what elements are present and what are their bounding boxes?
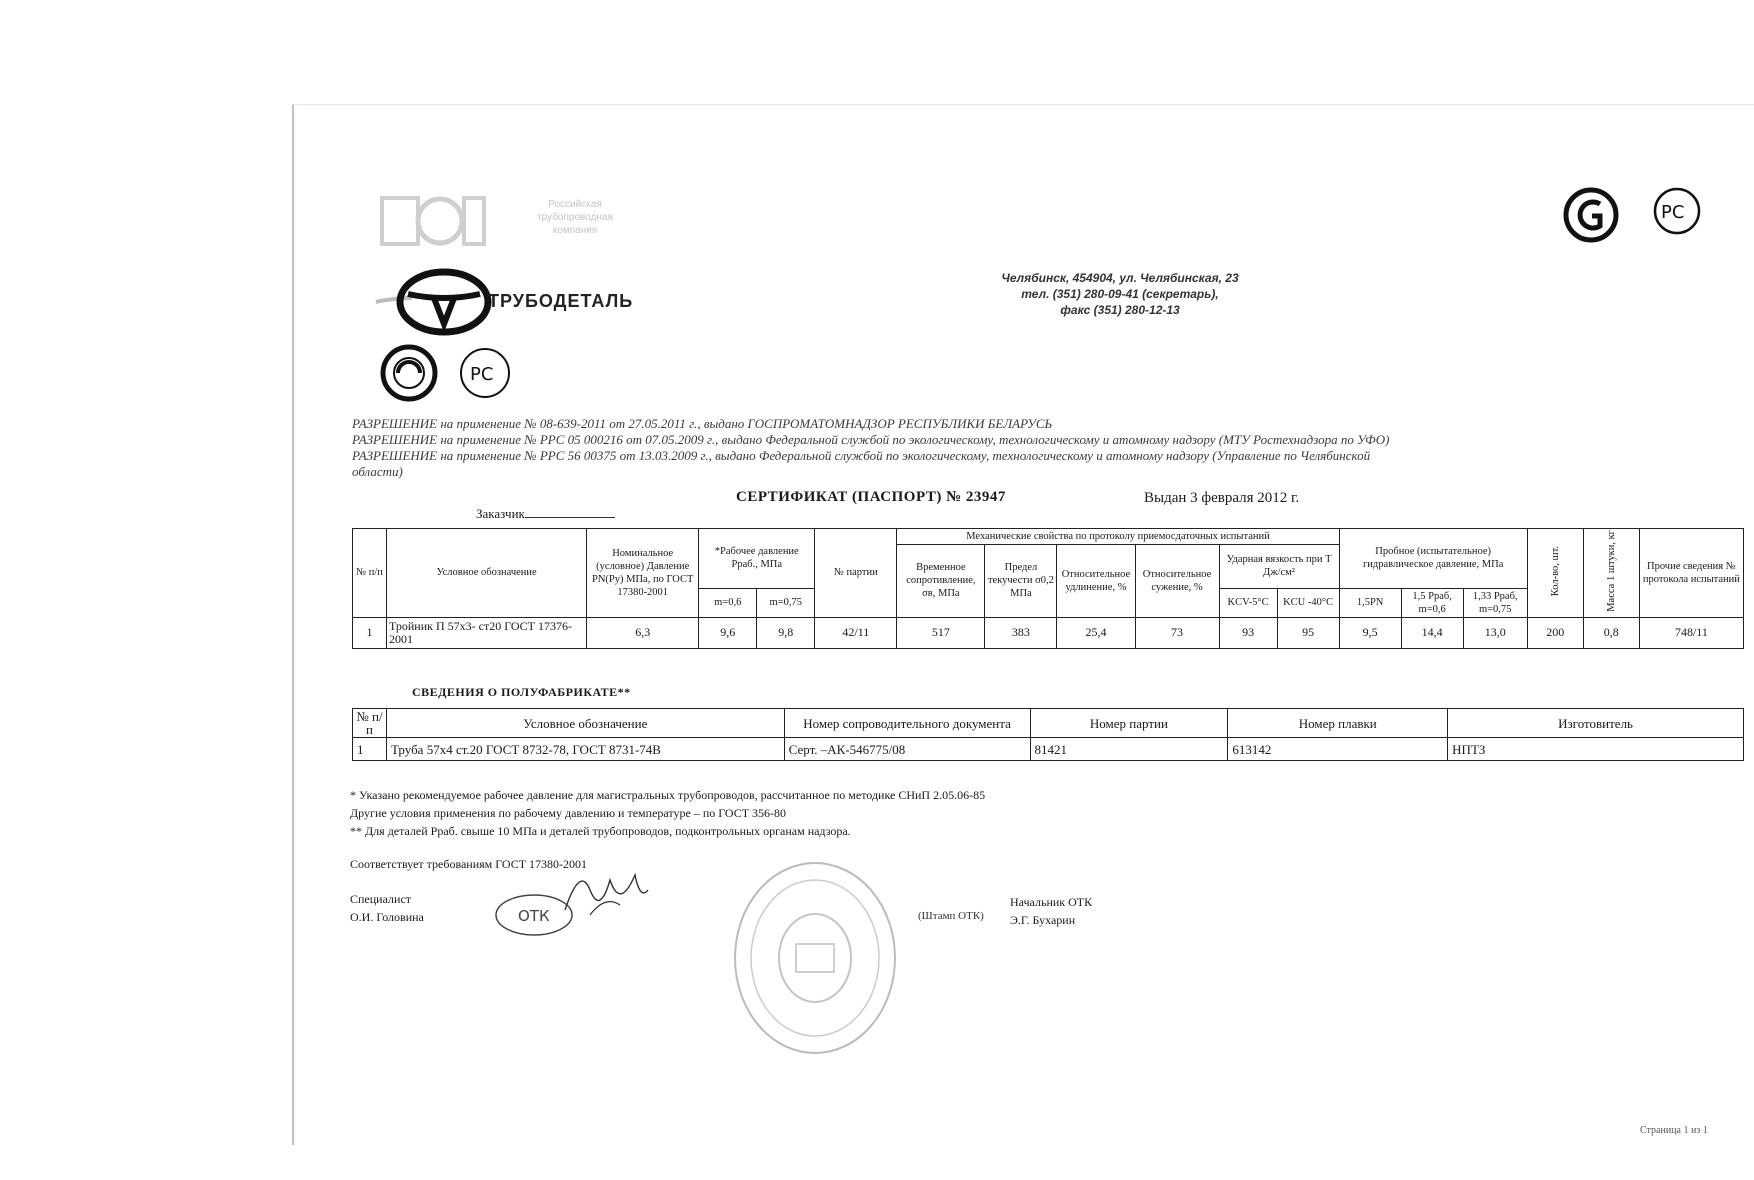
col-kcu-header: KCU -40°C — [1277, 588, 1339, 617]
certificate-issued-date: Выдан 3 февраля 2012 г. — [1144, 490, 1300, 506]
sp-cell-melt: 613142 — [1228, 738, 1448, 761]
cell-nominal-pressure: 6,3 — [587, 617, 699, 648]
cell-designation: Тройник П 57х3- ст20 ГОСТ 17376-2001 — [387, 617, 587, 648]
col-wp-m1-header: m=0,6 — [699, 588, 757, 617]
sp-col-doc-header: Номер сопроводительного документа — [784, 709, 1030, 738]
sp-col-num-header: № п/п — [353, 709, 387, 738]
faded-company-text: Российская трубопроводная компания — [537, 199, 613, 236]
col-impact-header: Ударная вязкость при Т Дж/см² — [1219, 545, 1339, 589]
permission-line: РАЗРЕШЕНИЕ на применение № 08-639-2011 от 27.05.2011 г., выдано ГОСПРОМАТОМНАДЗОР РЕСПУБЛИКИ БЕЛАРУСЬ — [352, 416, 1053, 431]
col-tp3-header: 1,33 Рраб, m=0,75 — [1463, 588, 1527, 617]
sp-cell-designation: Труба 57х4 ст.20 ГОСТ 8732-78, ГОСТ 8731-74В — [386, 738, 784, 761]
cell-mass: 0,8 — [1583, 617, 1639, 648]
permission-line: РАЗРЕШЕНИЕ на применение № РРС 56 00375 от 13.03.2009 г., выдано Федеральной службой по экологическому, технологическому и атомному надзору (Управление по Челябинской — [352, 448, 1371, 463]
col-mass-header: Масса 1 штуки, кг — [1583, 529, 1639, 618]
test-pressure-header: Пробное (испытательное) гидравлическое давление, МПа — [1339, 529, 1527, 589]
trubodetal-logo — [374, 268, 492, 336]
cell-yield: 383 — [985, 617, 1057, 648]
svg-text:РС: РС — [470, 364, 494, 385]
sp-cell-doc: Серт. –АК-546775/08 — [784, 738, 1030, 761]
col-tp2-header: 1,5 Рраб, m=0,6 — [1401, 588, 1463, 617]
cell-wp-m2: 9,8 — [757, 617, 815, 648]
quality-certification-logo — [380, 344, 438, 402]
cell-other: 748/11 — [1639, 617, 1743, 648]
cell-tp2: 14,4 — [1401, 617, 1463, 648]
otk-stamp-label: (Штамп ОТК) — [918, 910, 984, 922]
conformity-statement: Соответствует требованиям ГОСТ 17380-2001 — [350, 857, 588, 871]
cell-tp1: 9,5 — [1339, 617, 1401, 648]
product-table — [352, 528, 1744, 649]
col-wp-m2-header: m=0,75 — [757, 588, 815, 617]
rs-register-logo — [456, 344, 514, 402]
cell-qty: 200 — [1527, 617, 1583, 648]
sp-col-melt-header: Номер плавки — [1228, 709, 1448, 738]
col-num-header: № п/п — [353, 529, 387, 618]
permission-line: области) — [352, 464, 403, 479]
specialist-block: Специалист О.И. Головина — [350, 892, 424, 924]
svg-text:РС: РС — [1661, 202, 1685, 223]
footnote: * Указано рекомендуемое рабочее давление для магистральных трубопроводов, рассчитанное по методике СНиП 2.05.06-85 — [350, 788, 986, 802]
permissions-block — [352, 416, 1692, 480]
rs-certification-logo — [1648, 182, 1706, 240]
svg-text:ОТК: ОТК — [518, 907, 550, 925]
table-row — [353, 738, 1744, 761]
faded-company-logo — [378, 190, 488, 252]
cell-tp3: 13,0 — [1463, 617, 1527, 648]
sp-cell-maker: НПТЗ — [1448, 738, 1744, 761]
brand-name: ТРУБОДЕТАЛЬ — [488, 291, 634, 311]
sp-col-designation-header: Условное обозначение — [386, 709, 784, 738]
sp-col-maker-header: Изготовитель — [1448, 709, 1744, 738]
col-elongation-header: Относительное удлинение, % — [1057, 545, 1135, 618]
footnote: Другие условия применения по рабочему давлению и температуре – по ГОСТ 356-80 — [350, 806, 787, 820]
cell-reduction: 73 — [1135, 617, 1219, 648]
col-qty-header: Кол-во, шт. — [1527, 529, 1583, 618]
cell-kcv: 93 — [1219, 617, 1277, 648]
cell-wp-m1: 9,6 — [699, 617, 757, 648]
col-nominal-pressure-header: Номинальное (условное) Давление PN(Py) МПа, по ГОСТ 17380-2001 — [587, 529, 699, 618]
sp-cell-batch: 81421 — [1030, 738, 1228, 761]
col-yield-header: Предел текучести σ0,2 МПа — [985, 545, 1057, 618]
footnotes — [350, 786, 985, 840]
cell-elongation: 25,4 — [1057, 617, 1135, 648]
customer-field: Заказчик — [476, 505, 615, 522]
col-tp1-header: 1,5PN — [1339, 588, 1401, 617]
cell-tensile: 517 — [897, 617, 985, 648]
col-other-header: Прочие сведения № протокола испытаний — [1639, 529, 1743, 618]
chief-otk-block: Начальник ОТК Э.Г. Бухарин — [1010, 895, 1093, 927]
col-working-pressure-header: *Рабочее давление Рраб., МПа — [699, 529, 815, 589]
semi-product-table — [352, 708, 1744, 761]
col-batch-header: № партии — [815, 529, 897, 618]
cell-num: 1 — [353, 617, 387, 648]
col-designation-header: Условное обозначение — [387, 529, 587, 618]
sp-col-batch-header: Номер партии — [1030, 709, 1228, 738]
footnote: ** Для деталей Рраб. свыше 10 МПа и деталей трубопроводов, подконтрольных органам надзора. — [350, 824, 851, 838]
specialist-signature — [560, 860, 650, 920]
certificate-title: СЕРТИФИКАТ (ПАСПОРТ) № 23947 — [736, 489, 1006, 505]
col-kcv-header: KCV-5°C — [1219, 588, 1277, 617]
semi-product-title: СВЕДЕНИЯ О ПОЛУФАБРИКАТЕ** — [412, 685, 631, 699]
permission-line: РАЗРЕШЕНИЕ на применение № РРС 05 000216 от 07.05.2009 г., выдано Федеральной службой по экологическому, технологическому и атомному надзору (МТУ Ростехнадзора по УФО) — [352, 432, 1390, 447]
company-round-stamp — [730, 858, 900, 1058]
cell-kcu: 95 — [1277, 617, 1339, 648]
sp-cell-num: 1 — [353, 738, 387, 761]
mech-props-header: Механические свойства по протоколу приемосдаточных испытаний — [897, 529, 1339, 545]
table-row — [353, 617, 1744, 648]
col-tensile-header: Временное сопротивление, σв, МПа — [897, 545, 985, 618]
page-number: Страница 1 из 1 — [1640, 1125, 1708, 1136]
company-address: Челябинск, 454904, ул. Челябинская, 23 тел. (351) 280-09-41 (секретарь), факс (351) 280-12-13 — [1001, 271, 1239, 317]
cell-batch: 42/11 — [815, 617, 897, 648]
col-reduction-header: Относительное сужение, % — [1135, 545, 1219, 618]
gost-r-logo — [1562, 186, 1620, 244]
